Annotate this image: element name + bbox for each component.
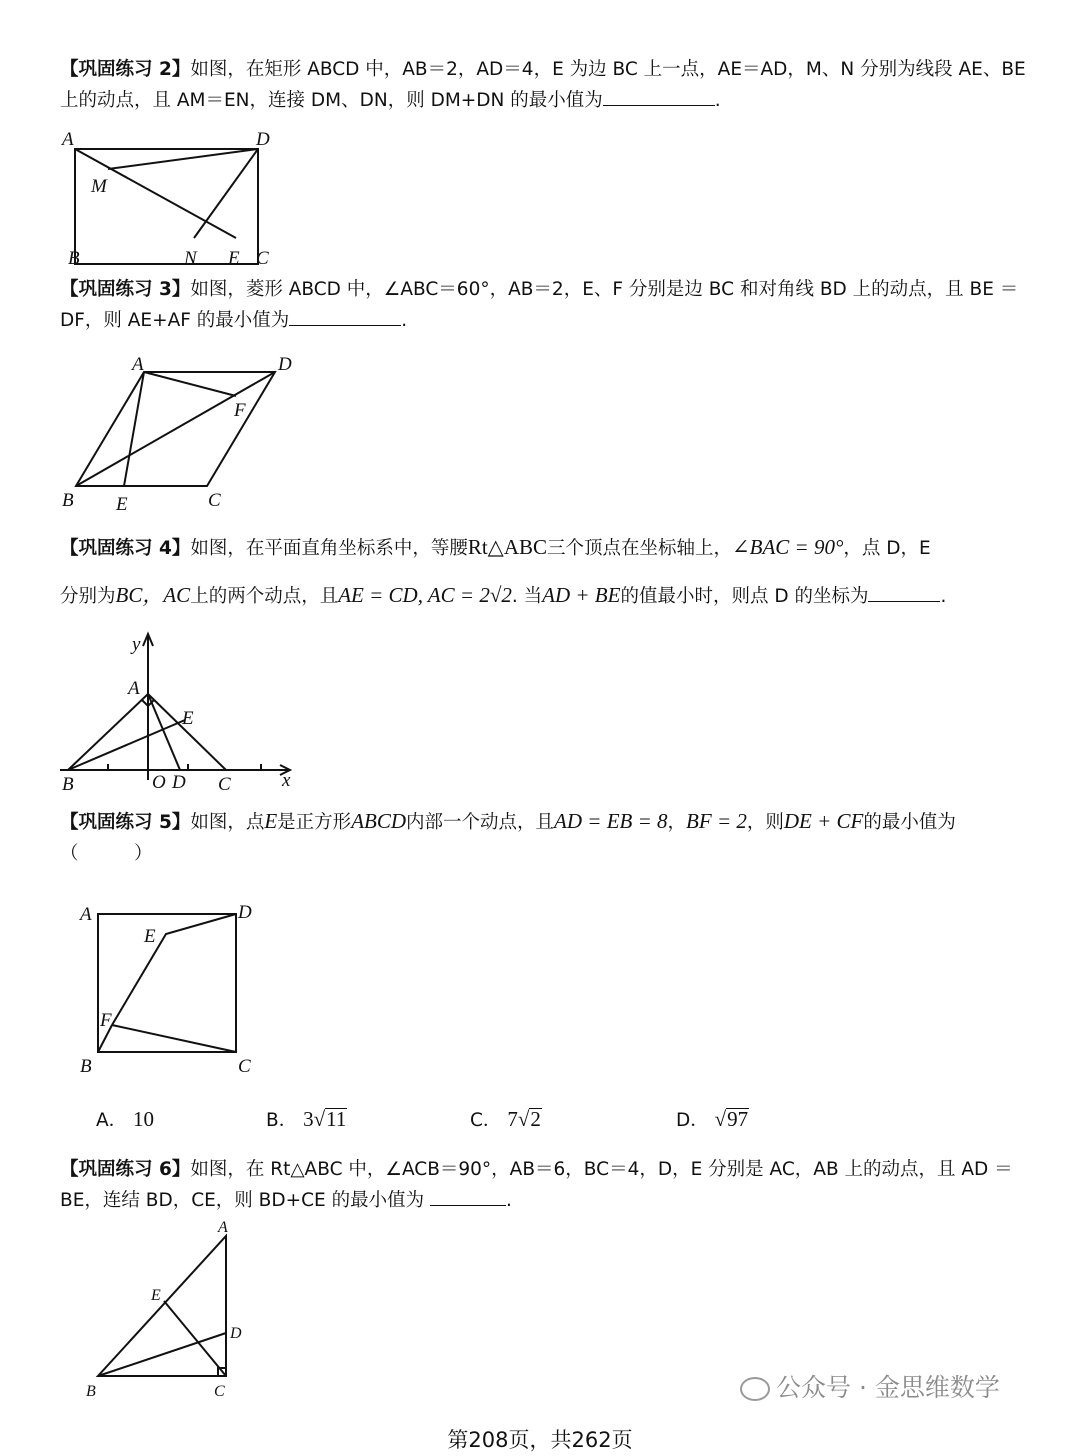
exercise-3-body: 如图，菱形 ABCD 中，∠ABC＝60°，AB＝2，E、F 分别是边 BC 和对角线 BD 上的动点，且 BE ＝DF，则 AE+AF 的最小值为 bbox=[60, 279, 1019, 331]
exercise-5-body-6: 的最小值为（ ） bbox=[60, 812, 956, 864]
exercise-6-body: 如图，在 Rt△ABC 中，∠ACB＝90°，AB＝6，BC＝4，D，E 分别是 AC，AB 上的动点，且 AD ＝BE，连结 BD，CE，则 BD+CE 的最小值为 bbox=[60, 1159, 1013, 1211]
segment-be bbox=[68, 720, 185, 770]
exercise-6-period: . bbox=[506, 1190, 512, 1211]
option-b-label: B． bbox=[266, 1110, 298, 1131]
segment-ab bbox=[68, 694, 148, 770]
label-c: C bbox=[238, 1056, 251, 1077]
label-d: D bbox=[172, 772, 186, 793]
label-x: x bbox=[282, 770, 291, 791]
option-d bbox=[676, 1106, 749, 1132]
label-b: B bbox=[62, 490, 74, 511]
segment-fc bbox=[112, 1025, 236, 1052]
math-e: E bbox=[264, 809, 278, 833]
exercise-3-heading: 【巩固练习 3】 bbox=[60, 279, 191, 300]
math-angle-bac: ∠BAC = 90° bbox=[732, 535, 844, 559]
rectangle-abcd bbox=[75, 149, 258, 264]
option-a-label: A． bbox=[96, 1110, 128, 1131]
exercise-2-period: . bbox=[714, 90, 721, 111]
answer-blank-4 bbox=[868, 600, 940, 602]
label-c: C bbox=[256, 248, 269, 269]
math-bc-ac: BC，AC bbox=[115, 583, 191, 607]
label-d: D bbox=[230, 1325, 242, 1342]
option-b bbox=[266, 1106, 347, 1132]
label-c: C bbox=[218, 774, 231, 795]
exercise-5-heading: 【巩固练习 5】 bbox=[60, 812, 191, 833]
exercise-2-body: 如图，在矩形 ABCD 中，AB＝2，AD＝4，E 为边 BC 上一点，AE＝AD，M、N 分别为线段 AE、BE 上的动点，且 AM＝EN，连接 DM、DN，则 DM+DN 的最小值为 bbox=[60, 59, 1026, 111]
segment-ac bbox=[148, 694, 226, 770]
label-e: E bbox=[144, 926, 156, 947]
segment-af bbox=[144, 372, 236, 396]
answer-blank-6 bbox=[430, 1204, 506, 1206]
label-e: E bbox=[182, 708, 194, 729]
label-f: F bbox=[234, 400, 246, 421]
exercise-2-heading: 【巩固练习 2】 bbox=[60, 59, 191, 80]
label-o: O bbox=[152, 772, 166, 793]
label-a: A bbox=[218, 1219, 228, 1236]
segment-dn bbox=[194, 149, 258, 238]
watermark-text: 公众号 · 金思维数学 bbox=[776, 1373, 1000, 1402]
option-c-coef: 7 bbox=[507, 1107, 518, 1131]
segment-ec bbox=[164, 1301, 226, 1376]
exercise-5-body-1: 如图，点 bbox=[190, 812, 265, 833]
label-e: E bbox=[116, 494, 128, 515]
sqrt-sign: √ bbox=[313, 1107, 326, 1131]
sqrt-sign: √ bbox=[714, 1107, 727, 1131]
exercise-4-text bbox=[60, 524, 1035, 620]
exercise-4-body-1: 如图，在平面直角坐标系中，等腰 bbox=[190, 538, 468, 559]
math-condition: AE = CD, AC = 2√2 bbox=[338, 583, 512, 607]
wechat-icon bbox=[740, 1377, 770, 1401]
option-a bbox=[96, 1106, 154, 1132]
exercise-4-period: . bbox=[940, 586, 947, 607]
math-ad-eb: AD = EB = 8 bbox=[554, 809, 668, 833]
label-e: E bbox=[228, 248, 240, 269]
math-de-plus-cf: DE + CF bbox=[783, 809, 864, 833]
math-bf: BF = 2 bbox=[686, 809, 747, 833]
label-a: A bbox=[62, 129, 74, 150]
figure-square-abcd bbox=[70, 892, 270, 1082]
exercise-4-body-3: ，点 D，E bbox=[843, 538, 931, 559]
exercise-2-text bbox=[60, 54, 1035, 116]
option-d-radicand: 97 bbox=[727, 1107, 749, 1131]
exercise-5-body-4: ， bbox=[667, 812, 687, 833]
label-b: B bbox=[80, 1056, 92, 1077]
label-m: M bbox=[91, 176, 107, 197]
option-a-value: 10 bbox=[133, 1107, 155, 1131]
exercise-4-body-6: . 当 bbox=[511, 586, 543, 607]
exercise-3-text bbox=[60, 274, 1035, 336]
exercise-6-heading: 【巩固练习 6】 bbox=[60, 1159, 191, 1180]
exercise-4-heading: 【巩固练习 4】 bbox=[60, 538, 191, 559]
exercise-4-body-2: 三个顶点在坐标轴上， bbox=[547, 538, 733, 559]
label-f: F bbox=[100, 1010, 112, 1031]
figure-rhombus-abcd bbox=[58, 348, 298, 516]
path-d-e-f bbox=[112, 914, 236, 1025]
exercise-5-body-3: 内部一个动点，且 bbox=[406, 812, 555, 833]
label-d: D bbox=[256, 129, 270, 150]
exercise-4-body-4: 分别为 bbox=[60, 586, 116, 607]
option-b-radicand: 11 bbox=[326, 1107, 347, 1131]
exercise-6-text bbox=[60, 1154, 1035, 1216]
label-d: D bbox=[278, 354, 292, 375]
label-n: N bbox=[184, 248, 197, 269]
watermark bbox=[740, 1368, 1000, 1404]
label-b: B bbox=[86, 1383, 96, 1400]
label-c: C bbox=[208, 490, 221, 511]
label-a: A bbox=[80, 904, 92, 925]
segment-ad bbox=[148, 694, 180, 770]
exercise-4-body-5: 上的两个动点，且 bbox=[190, 586, 339, 607]
exercise-5-body-5: ，则 bbox=[746, 812, 784, 833]
option-c bbox=[470, 1106, 542, 1132]
answer-blank-2 bbox=[603, 104, 715, 106]
sqrt-sign: √ bbox=[517, 1107, 530, 1131]
option-b-coef: 3 bbox=[303, 1107, 314, 1131]
label-d: D bbox=[238, 902, 252, 923]
answer-blank-3 bbox=[289, 324, 401, 326]
option-d-label: D． bbox=[676, 1110, 709, 1131]
label-c: C bbox=[214, 1383, 225, 1400]
figure-right-triangle-abc bbox=[80, 1212, 260, 1402]
option-c-radicand: 2 bbox=[530, 1107, 541, 1131]
page-footer: 第208页，共262页 bbox=[447, 1428, 633, 1452]
exercise-5-text bbox=[60, 806, 1035, 869]
label-a: A bbox=[128, 678, 140, 699]
figure-coordinate-triangle bbox=[56, 630, 306, 798]
exercise-3-period: . bbox=[401, 310, 408, 331]
option-c-label: C． bbox=[470, 1110, 502, 1131]
math-rt-triangle: Rt△ABC bbox=[467, 535, 548, 559]
label-e: E bbox=[151, 1287, 161, 1304]
exercise-4-body-7: 的值最小时，则点 D 的坐标为 bbox=[620, 586, 869, 607]
exercise-5-body-2: 是正方形 bbox=[277, 812, 352, 833]
figure-rectangle-abcd bbox=[58, 124, 288, 274]
segment-dm bbox=[108, 149, 258, 169]
diagonal-bd bbox=[76, 372, 275, 486]
math-abcd: ABCD bbox=[351, 809, 407, 833]
label-y: y bbox=[132, 634, 141, 655]
label-b: B bbox=[68, 248, 80, 269]
label-a: A bbox=[132, 354, 144, 375]
label-b: B bbox=[62, 774, 74, 795]
math-ad-plus-be: AD + BE bbox=[542, 583, 621, 607]
